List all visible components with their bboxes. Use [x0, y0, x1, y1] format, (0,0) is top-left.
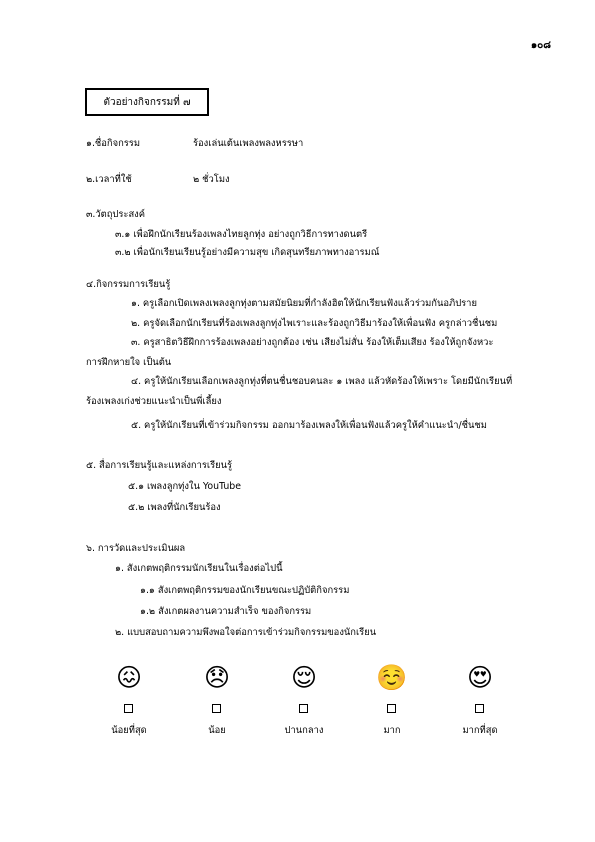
rating-checkbox[interactable] — [124, 704, 133, 713]
media-item: ๕.๑ เพลงลูกทุ่งใน YouTube — [128, 481, 241, 492]
confounded-face-icon: 😖 — [115, 663, 143, 692]
media-item: ๕.๒ เพลงที่นักเรียนร้อง — [128, 502, 221, 513]
disappointed-face-icon: 😞 — [203, 663, 231, 692]
activity-step: ๕. ครูให้นักเรียนที่เข้าร่วมกิจกรรม ออกมาร้องเพลงให้เพื่อนฟังแล้วครูให้คำแนะนำ/ชื่นชม — [131, 420, 487, 431]
objective-item: ๓.๑ เพื่อฝึกนักเรียนร้องเพลงไทยลูกทุ่ง อย่างถูกวิธีการทางดนตรี — [115, 229, 368, 240]
time-value: ๒ ชั่วโมง — [193, 174, 230, 185]
rating-label: น้อยที่สุด — [111, 725, 147, 736]
rating-label: มาก — [383, 725, 401, 736]
activity-step-continued: ร้องเพลงเก่งช่วยแนะนำเป็นพี่เลี้ยง — [86, 396, 222, 407]
activity-step: ๔. ครูให้นักเรียนเลือกเพลงลูกทุ่งที่ตนชื่นชอบคนละ ๑ เพลง แล้วหัดร้องให้เพราะ โดยมีนักเรียนที่ — [131, 376, 513, 387]
time-label: ๒.เวลาที่ใช้ — [86, 174, 132, 185]
activity-title-box — [85, 88, 209, 116]
rating-label: ปานกลาง — [284, 725, 324, 736]
evaluation-sub1-item: ๑.๑ สังเกตพฤติกรรมของนักเรียนขณะปฏิบัติกิจกรรม — [140, 585, 350, 596]
smiling-face-icon: ☺️ — [376, 663, 408, 692]
objective-item: ๓.๒ เพื่อนักเรียนเรียนรู้อย่างมีความสุข เกิดสุนทรียภาพทางอารมณ์ — [115, 247, 380, 258]
activities-heading: ๔.กิจกรรมการเรียนรู้ — [86, 279, 171, 290]
rating-checkbox[interactable] — [299, 704, 308, 713]
activity-step: ๒. ครูจัดเลือกนักเรียนที่ร้องเพลงลูกทุ่งไพเราะและร้องถูกวิธีมาร้องให้เพื่อนฟัง ครูกล่าวชื่นชม — [131, 318, 498, 329]
rating-label: มากที่สุด — [462, 725, 498, 736]
evaluation-heading: ๖. การวัดและประเมินผล — [86, 543, 186, 554]
activity-step: ๑. ครูเลือกเปิดเพลงเพลงลูกทุ่งตามสมัยนิยมที่กำลังฮิตให้นักเรียนฟังแล้วร่วมกันอภิปราย — [131, 298, 477, 309]
activity-title: ตัวอย่างกิจกรรมที่ ๗ — [103, 96, 191, 108]
objectives-heading: ๓.วัตถุประสงค์ — [86, 209, 146, 220]
activity-name-value: ร้องเล่นเต้นเพลงพลงหรรษา — [193, 138, 304, 149]
rating-checkbox[interactable] — [212, 704, 221, 713]
activity-step-continued: การฝึกหายใจ เป็นต้น — [86, 357, 172, 368]
evaluation-sub1-item: ๑.๒ สังเกตผลงานความสำเร็จ ของกิจกรรม — [140, 606, 312, 617]
rating-label: น้อย — [208, 725, 226, 736]
rating-checkbox[interactable] — [387, 704, 396, 713]
activity-name-label: ๑.ชื่อกิจกรรม — [86, 138, 141, 149]
page-number: ๑๐๘ — [530, 40, 551, 51]
evaluation-sub2: ๒. แบบสอบถามความพึงพอใจต่อการเข้าร่วมกิจกรรมของนักเรียน — [115, 627, 377, 638]
heart-eyes-face-icon: 😍 — [466, 663, 494, 692]
activity-step: ๓. ครูสาธิตวิธีฝึกการร้องเพลงอย่างถูกต้อง เช่น เสียงไม่สั่น ร้องให้เต็มเสียง ร้องให้ถูกจังหวะ — [131, 337, 494, 348]
evaluation-sub1: ๑. สังเกตพฤติกรรมนักเรียนในเรื่องต่อไปนี้ — [115, 563, 283, 574]
relieved-face-icon: 😌 — [290, 663, 318, 692]
media-heading: ๕. สื่อการเรียนรู้และแหล่งการเรียนรู้ — [86, 460, 233, 471]
rating-checkbox[interactable] — [475, 704, 484, 713]
